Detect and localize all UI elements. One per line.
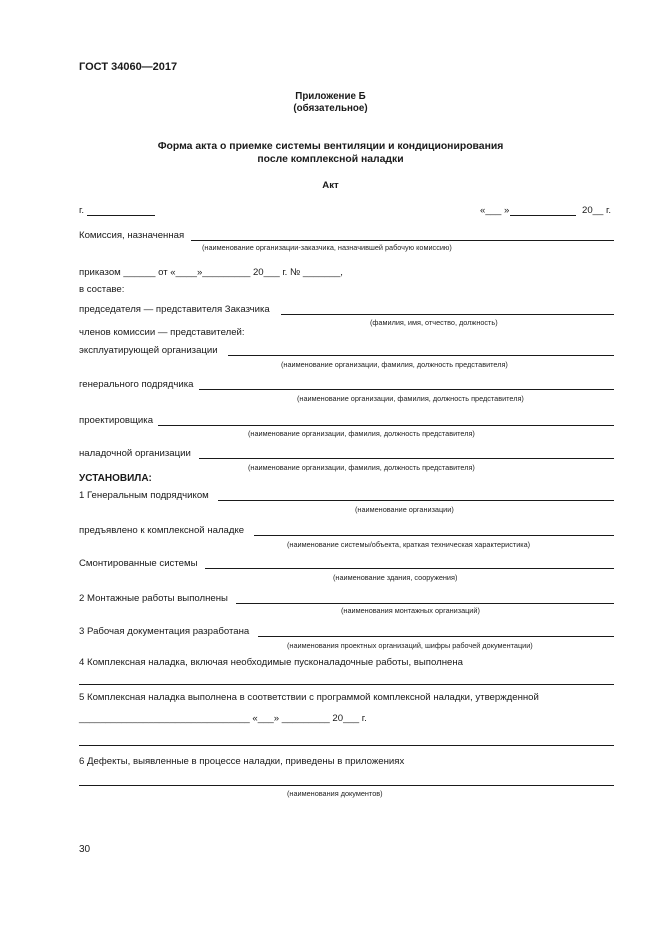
item1-caption: (наименование организации) [355,505,454,514]
date-year: 20__ г. [582,205,612,216]
item2-caption: (наименования монтажных организаций) [341,606,480,615]
form-title-line1: Форма акта о приемке системы вентиляции и кондиционирования [157,141,504,152]
commissioning-org-field[interactable] [199,458,614,459]
commission-caption: (наименование организации-заказчика, назначившей рабочую комиссию) [202,243,452,252]
form-title-line2: после комплексной наладки [257,154,404,165]
operating-label: эксплуатирующей организации [79,345,218,356]
chairman-label: председателя — представителя Заказчика [79,304,270,315]
item6-caption: (наименования документов) [287,789,383,798]
appendix-subtitle: (обязательное) [293,103,368,114]
members-label: членов комиссии — представителей: [79,327,245,338]
operating-field[interactable] [228,355,614,356]
presented-field[interactable] [254,535,614,536]
item4-label: 4 Комплексная наладка, включая необходимые пусконаладочные работы, выполнена [79,657,463,668]
designer-label: проектировщика [79,415,154,426]
item6-label: 6 Дефекты, выявленные в процессе наладки, приведены в приложениях [79,756,405,767]
item5-label: 5 Комплексная наладка выполнена в соответствии с программой комплексной наладки, утвержденной [79,692,539,703]
item6-field[interactable] [79,785,614,786]
commissioning-org-caption: (наименование организации, фамилия, должность представителя) [248,463,475,472]
item2-label: 2 Монтажные работы выполнены [79,593,228,604]
item4-field[interactable] [79,684,614,685]
composition-label: в составе: [79,284,125,295]
order-line: приказом ______ от «____»_________ 20___ г. № _______, [79,267,343,278]
document-code: ГОСТ 34060—2017 [79,61,178,73]
act-label: Акт [322,180,339,191]
mounted-caption: (наименование здания, сооружения) [333,573,458,582]
item2-field[interactable] [236,603,614,604]
appendix-title: Приложение Б [295,91,366,102]
designer-field[interactable] [158,425,614,426]
item3-label: 3 Рабочая документация разработана [79,626,250,637]
date-day-month: «___ » [480,205,510,216]
commission-label: Комиссия, назначенная [79,230,185,241]
presented-caption: (наименование системы/объекта, краткая техническая характеристика) [287,540,531,549]
commissioning-org-label: наладочной организации [79,448,191,459]
contractor-label: генерального подрядчика [79,379,194,390]
item1-label: 1 Генеральным подрядчиком [79,490,209,501]
item5-date-line: ________________________________ «___» _________ 20___ г. [79,713,367,724]
item3-field[interactable] [258,636,614,637]
commission-field[interactable] [191,240,614,241]
presented-label: предъявлено к комплексной наладке [79,525,245,536]
mounted-field[interactable] [205,568,614,569]
operating-caption: (наименование организации, фамилия, должность представителя) [281,360,508,369]
item1-field[interactable] [218,500,614,501]
city-prefix: г. [79,205,84,216]
item3-caption: (наименования проектных организаций, шифры рабочей документации) [287,641,533,650]
chairman-caption: (фамилия, имя, отчество, должность) [370,318,498,327]
contractor-caption: (наименование организации, фамилия, должность представителя) [297,394,524,403]
item5-field[interactable] [79,745,614,746]
contractor-field[interactable] [199,389,614,390]
date-month-field[interactable] [510,215,576,216]
page-number: 30 [79,844,91,855]
designer-caption: (наименование организации, фамилия, должность представителя) [248,429,475,438]
chairman-field[interactable] [281,314,614,315]
mounted-label: Смонтированные системы [79,558,198,569]
established-heading: УСТАНОВИЛА: [79,473,152,484]
city-field[interactable] [87,215,155,216]
